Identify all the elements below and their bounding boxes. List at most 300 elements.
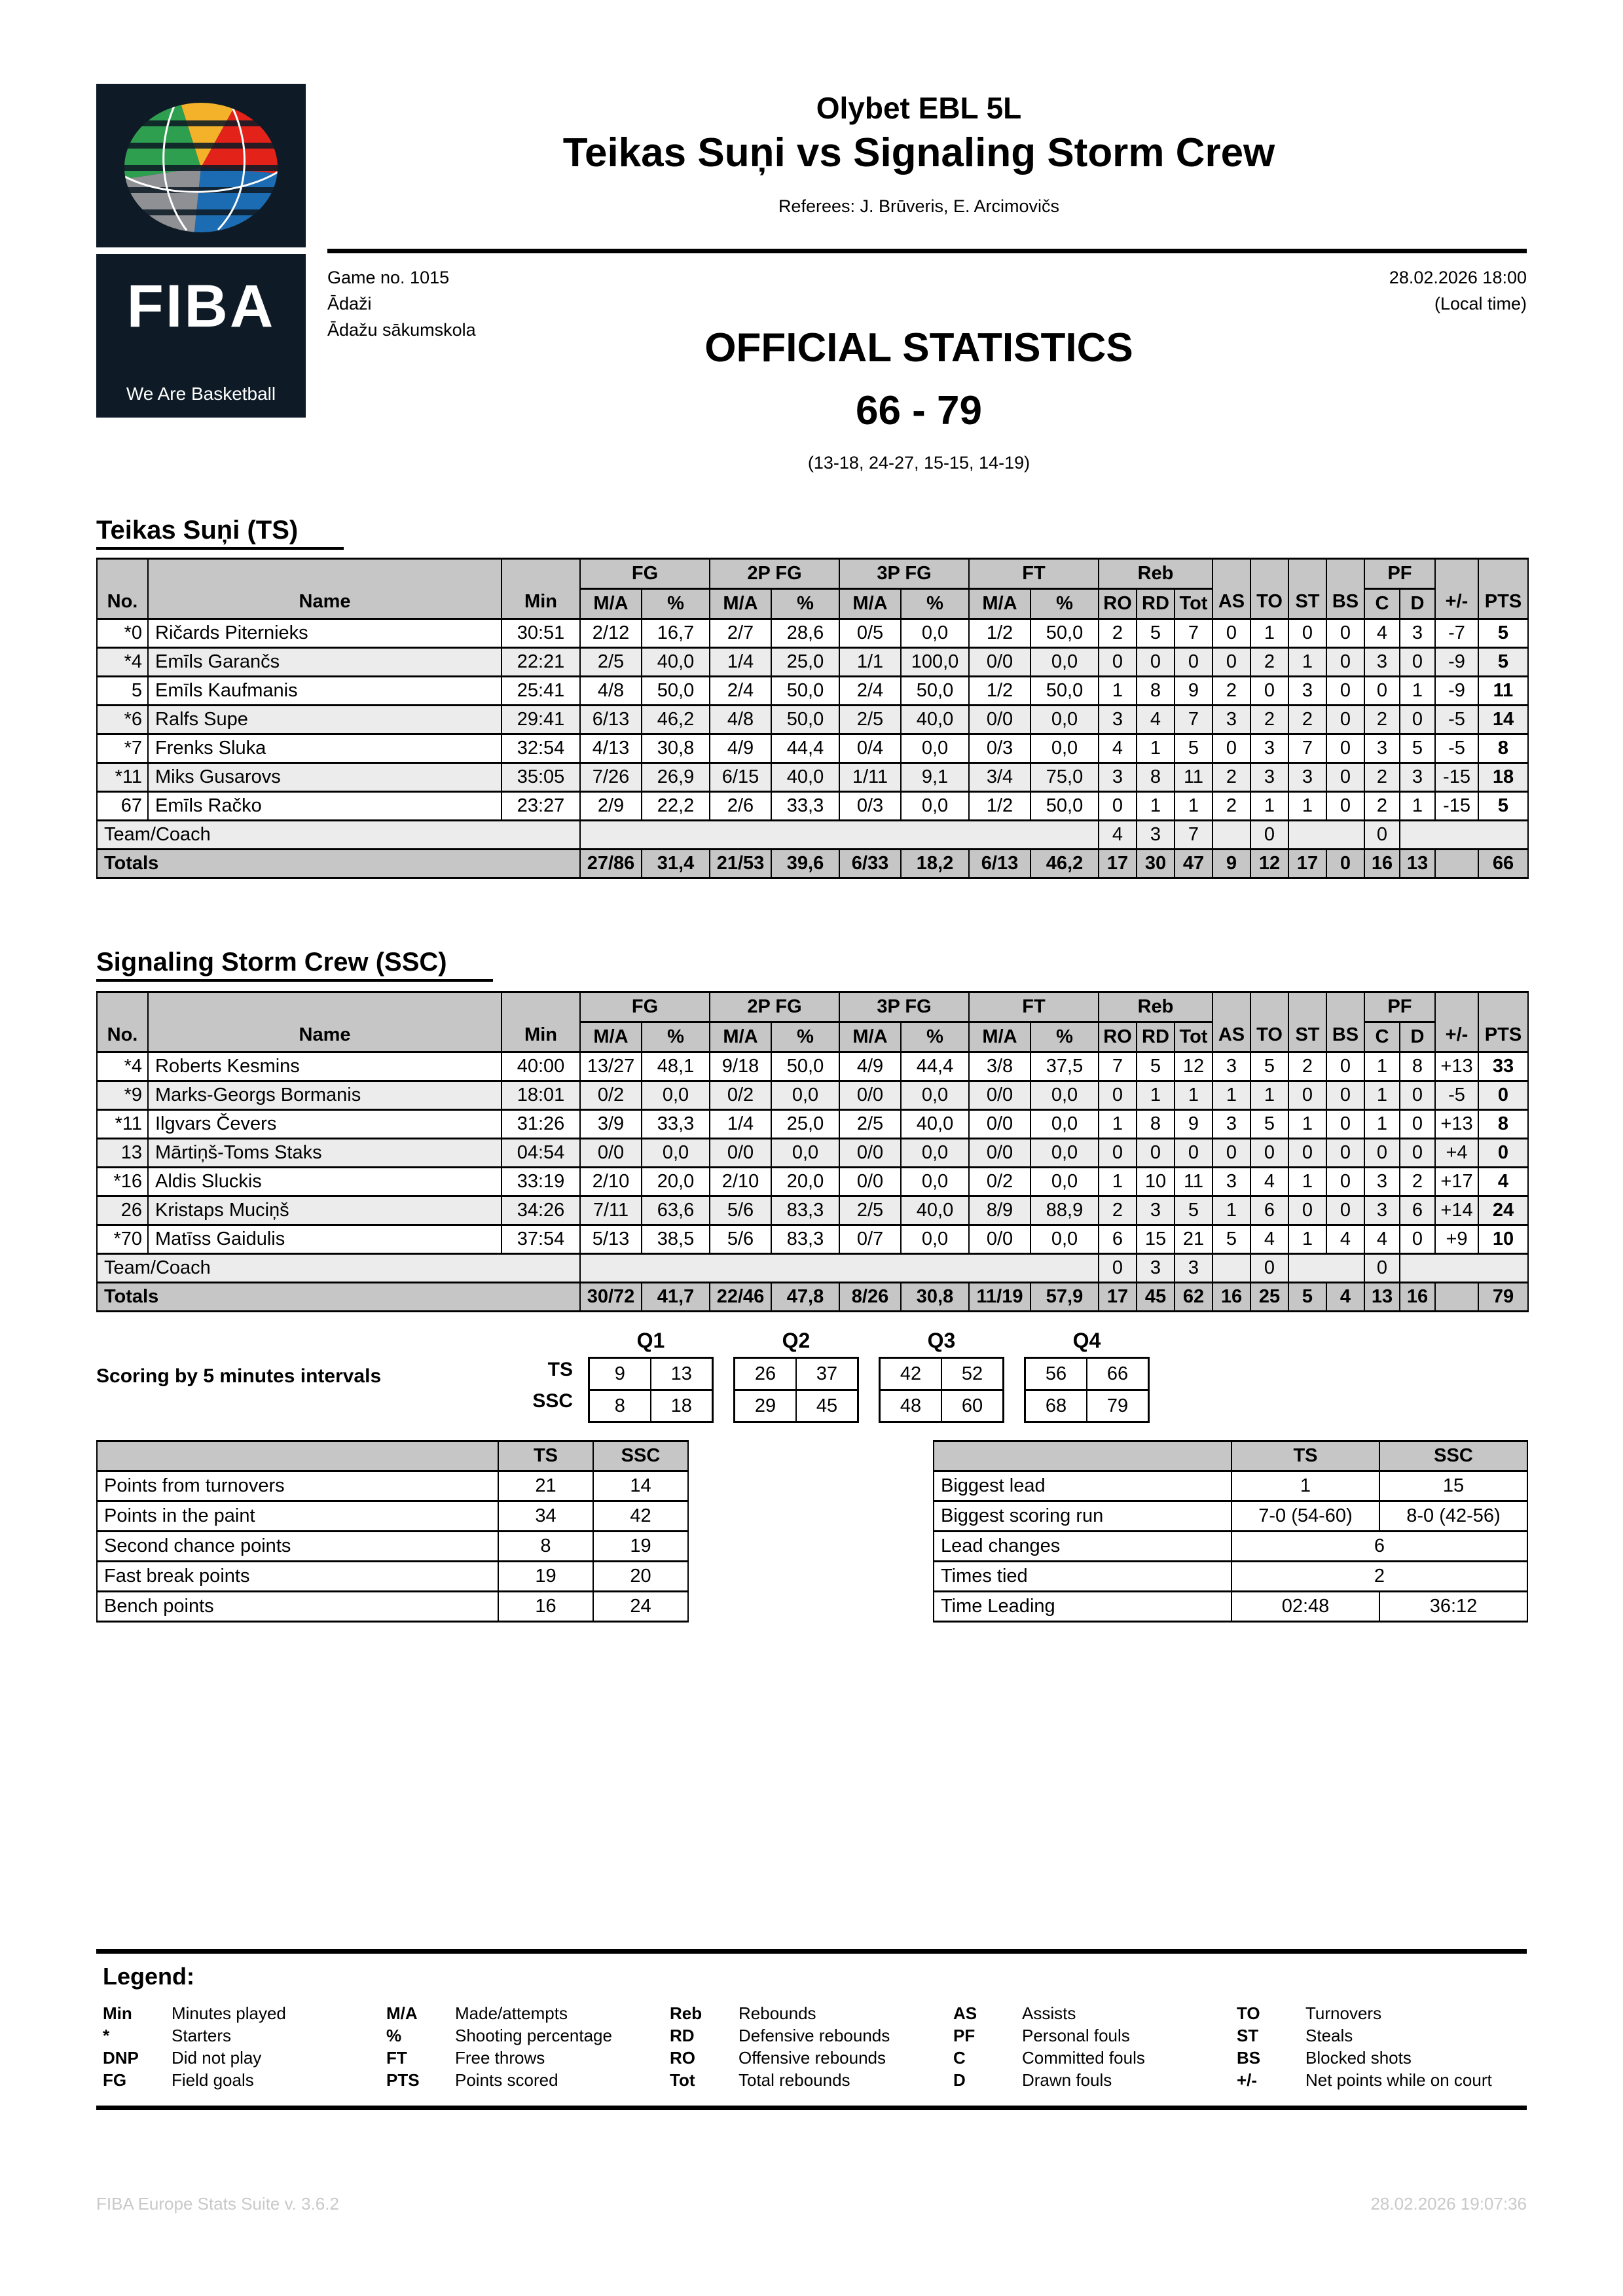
cell-bs: 0: [1326, 619, 1364, 648]
cell-fg_pct: 40,0: [642, 648, 710, 677]
cell-rd: 10: [1137, 1168, 1175, 1196]
cell-pts: 5: [1478, 648, 1528, 677]
cell-bs: 0: [1326, 1196, 1364, 1225]
cell-name: Kristaps Muciņš: [148, 1196, 501, 1225]
cell-p3_pct: 44,4: [901, 1052, 969, 1081]
cell-p3_ma: 2/4: [839, 677, 901, 706]
legend-item: [670, 2047, 953, 2069]
cell-pm: [1435, 850, 1478, 878]
cell-pm: -9: [1435, 648, 1478, 677]
quarter-block: [1024, 1329, 1150, 1423]
cell-st: 3: [1288, 677, 1326, 706]
blank-cell: [580, 821, 1099, 850]
cell-ft_pct: 46,2: [1030, 850, 1099, 878]
cell-p2_pct: 20,0: [771, 1168, 839, 1196]
cell-p2_pct: 83,3: [771, 1225, 839, 1254]
legend-desc: Net points while on court: [1305, 2070, 1492, 2090]
cell-ft_ma: 0/0: [969, 1081, 1030, 1110]
cell-fg_ma: 3/9: [580, 1110, 642, 1139]
interval-cell: 8: [589, 1390, 651, 1422]
cell-name: Emīls Račko: [148, 792, 501, 821]
cell-fg_pct: 33,3: [642, 1110, 710, 1139]
legend-abbr: RO: [670, 2048, 695, 2068]
col-c: C: [1364, 1022, 1400, 1052]
cell-as: 2: [1213, 677, 1250, 706]
cell-ro: 0: [1099, 648, 1137, 677]
cell-tot: 5: [1175, 1196, 1213, 1225]
cell-st: 1: [1288, 648, 1326, 677]
cell-p3_pct: 40,0: [901, 706, 969, 734]
cell-fg_ma: 2/5: [580, 648, 642, 677]
legend-abbr: C: [953, 2048, 966, 2068]
player-row: [97, 734, 1528, 763]
stat-ssc-value: 24: [593, 1592, 688, 1622]
cell-rd: 45: [1137, 1283, 1175, 1312]
col-as: AS: [1213, 559, 1250, 619]
cell-as: 3: [1213, 1110, 1250, 1139]
cell-d: 0: [1400, 1110, 1435, 1139]
legend-column: [1237, 2002, 1520, 2091]
cell-bs: 0: [1326, 763, 1364, 792]
cell-ro: 0: [1099, 1139, 1137, 1168]
cell-d: 6: [1400, 1196, 1435, 1225]
legend-desc: Turnovers: [1305, 2003, 1382, 2023]
cell-bs: 0: [1326, 1110, 1364, 1139]
cell-p3_ma: 0/0: [839, 1168, 901, 1196]
cell-tot: 7: [1175, 821, 1213, 850]
cell-fg_ma: 30/72: [580, 1283, 642, 1312]
basketball-icon: [96, 84, 306, 247]
cell-pm: +9: [1435, 1225, 1478, 1254]
player-row: [97, 792, 1528, 821]
legend-abbr: D: [953, 2070, 966, 2090]
legend-abbr: FT: [386, 2048, 407, 2068]
cell-tot: 3: [1175, 1254, 1213, 1283]
team-coach-row: [97, 1254, 1528, 1283]
stat-ssc-value: 20: [593, 1562, 688, 1592]
cell-c: 2: [1364, 763, 1400, 792]
cell-p3_ma: 0/4: [839, 734, 901, 763]
legend-abbr: BS: [1237, 2048, 1261, 2068]
interval-row: [589, 1390, 713, 1422]
cell-p2_pct: 50,0: [771, 1052, 839, 1081]
interval-cell: 79: [1087, 1390, 1149, 1422]
cell-d: 0: [1400, 1225, 1435, 1254]
cell-min: 23:27: [501, 792, 580, 821]
stats-header-ts: TS: [498, 1441, 593, 1471]
cell-to: 0: [1250, 1139, 1288, 1168]
legend-abbr: M/A: [386, 2003, 418, 2023]
stat-label: Points from turnovers: [97, 1471, 498, 1501]
legend-item: [386, 2069, 670, 2091]
cell-p3_pct: 30,8: [901, 1283, 969, 1312]
col-st: ST: [1288, 559, 1326, 619]
flow-header-ssc: SSC: [1379, 1441, 1527, 1471]
legend-desc: Field goals: [172, 2070, 254, 2090]
cell-as: 3: [1213, 1168, 1250, 1196]
cell-fg_pct: 63,6: [642, 1196, 710, 1225]
cell-bs: 0: [1326, 706, 1364, 734]
team1-title: Teikas Suņi (TS): [96, 516, 344, 550]
cell-tot: 9: [1175, 677, 1213, 706]
col-tot: Tot: [1175, 589, 1213, 619]
cell-min: 33:19: [501, 1168, 580, 1196]
cell-p3_ma: 0/7: [839, 1225, 901, 1254]
cell-no: *11: [97, 763, 148, 792]
cell-ro: 17: [1099, 1283, 1137, 1312]
col-d: D: [1400, 589, 1435, 619]
legend-desc: Starters: [172, 2026, 232, 2045]
cell-min: 30:51: [501, 619, 580, 648]
cell-st: 5: [1288, 1283, 1326, 1312]
cell-d: 1: [1400, 677, 1435, 706]
cell-p3_ma: 8/26: [839, 1283, 901, 1312]
table-header: [97, 992, 1528, 1052]
page-footer: [96, 2194, 1527, 2214]
cell-min: 32:54: [501, 734, 580, 763]
player-row: [97, 1225, 1528, 1254]
cell-rd: 30: [1137, 850, 1175, 878]
league-name: Olybet EBL 5L: [816, 91, 1022, 125]
interval-cell: 26: [735, 1358, 797, 1390]
cell-d: 0: [1400, 1081, 1435, 1110]
cell-bs: 0: [1326, 648, 1364, 677]
cell-c: 0: [1364, 677, 1400, 706]
col-name: Name: [148, 559, 501, 619]
cell-bs: 0: [1326, 850, 1364, 878]
stats-title: OFFICIAL STATISTICS: [704, 325, 1133, 370]
cell-no: 67: [97, 792, 148, 821]
cell-p2_ma: 2/4: [710, 677, 771, 706]
cell-d: 3: [1400, 763, 1435, 792]
cell-as: 0: [1213, 619, 1250, 648]
cell-pts: 33: [1478, 1052, 1528, 1081]
intervals-label: Scoring by 5 minutes intervals: [96, 1365, 382, 1387]
cell-c: 3: [1364, 1196, 1400, 1225]
cell-min: 37:54: [501, 1225, 580, 1254]
legend-desc: Rebounds: [739, 2003, 816, 2023]
cell-fg_ma: 2/10: [580, 1168, 642, 1196]
quarter-label: Q1: [636, 1329, 665, 1352]
cell-c: 13: [1364, 1283, 1400, 1312]
cell-fg_pct: 26,9: [642, 763, 710, 792]
cell-tot: 62: [1175, 1283, 1213, 1312]
stat-ts-value: 21: [498, 1471, 593, 1501]
cell-fg_ma: 6/13: [580, 706, 642, 734]
legend-column: [386, 2002, 670, 2091]
cell-fg_ma: 2/12: [580, 619, 642, 648]
cell-p3_pct: 0,0: [901, 1139, 969, 1168]
cell-rd: 3: [1137, 1254, 1175, 1283]
cell-p3_pct: 0,0: [901, 734, 969, 763]
legend-abbr: ST: [1237, 2026, 1259, 2045]
cell-ft_ma: 1/2: [969, 677, 1030, 706]
cell-c: 0: [1364, 1139, 1400, 1168]
cell-ft_ma: 0/0: [969, 706, 1030, 734]
legend-desc: Committed fouls: [1022, 2048, 1145, 2068]
cell-p2_pct: 40,0: [771, 763, 839, 792]
legend-item: [1237, 2047, 1520, 2069]
team2-stats-table: [96, 991, 1529, 1312]
cell-ft_ma: 0/3: [969, 734, 1030, 763]
legend-desc: Steals: [1305, 2026, 1353, 2045]
legend-item: [386, 2024, 670, 2047]
cell-name: Emīls Kaufmanis: [148, 677, 501, 706]
cell-name: Mārtiņš-Toms Staks: [148, 1139, 501, 1168]
cell-bs: 0: [1326, 1081, 1364, 1110]
game-stats-row: [97, 1532, 688, 1562]
cell-p2_ma: 2/7: [710, 619, 771, 648]
cell-c: 2: [1364, 792, 1400, 821]
cell-ft_pct: 50,0: [1030, 792, 1099, 821]
cell-as: 3: [1213, 1052, 1250, 1081]
totals-label: Totals: [97, 1283, 580, 1312]
legend-desc: Assists: [1022, 2003, 1076, 2023]
cell-ft_pct: 75,0: [1030, 763, 1099, 792]
blank-cell: [580, 1254, 1099, 1283]
col-plusminus: +/-: [1435, 559, 1478, 619]
quarter-block: [879, 1329, 1004, 1423]
cell-rd: 8: [1137, 677, 1175, 706]
cell-ft_pct: 37,5: [1030, 1052, 1099, 1081]
game-stats-row: [97, 1592, 688, 1622]
cell-p3_ma: 2/5: [839, 706, 901, 734]
cell-rd: 8: [1137, 1110, 1175, 1139]
legend-desc: Made/attempts: [455, 2003, 568, 2023]
cell-p2_pct: 0,0: [771, 1081, 839, 1110]
cell-ro: 6: [1099, 1225, 1137, 1254]
cell-pm: +4: [1435, 1139, 1478, 1168]
cell-d: 3: [1400, 619, 1435, 648]
cell-ft_pct: 57,9: [1030, 1283, 1099, 1312]
cell-tot: 11: [1175, 1168, 1213, 1196]
game-number: Game no. 1015: [327, 268, 450, 287]
col-name: Name: [148, 992, 501, 1052]
cell-pts: 0: [1478, 1139, 1528, 1168]
col-no: No.: [97, 559, 148, 619]
stat-ts-value: 16: [498, 1592, 593, 1622]
cell-fg_pct: 0,0: [642, 1081, 710, 1110]
cell-p2_pct: 28,6: [771, 619, 839, 648]
cell-st: 17: [1288, 850, 1326, 878]
game-flow-rows: [934, 1471, 1527, 1622]
legend-abbr: *: [103, 2026, 110, 2045]
cell-no: *11: [97, 1110, 148, 1139]
intervals-grids: [588, 1329, 1150, 1423]
cell-p2_ma: 2/6: [710, 792, 771, 821]
cell-p2_pct: 44,4: [771, 734, 839, 763]
team1-rows: [97, 619, 1528, 878]
quarter-label: Q4: [1072, 1329, 1101, 1352]
cell-fg_pct: 20,0: [642, 1168, 710, 1196]
cell-to: 0: [1250, 677, 1288, 706]
referees-line: Referees: J. Brūveris, E. Arcimovičs: [778, 196, 1060, 216]
legend-columns: [103, 2002, 1520, 2091]
cell-rd: 1: [1137, 792, 1175, 821]
legend-column: [103, 2002, 386, 2091]
cell-ro: 2: [1099, 619, 1137, 648]
cell-p3_pct: 0,0: [901, 1168, 969, 1196]
cell-ro: 1: [1099, 677, 1137, 706]
legend-item: [103, 2047, 386, 2069]
cell-p2_pct: 50,0: [771, 677, 839, 706]
col-pf: PF: [1364, 992, 1435, 1022]
game-stats-row: [97, 1501, 688, 1532]
cell-name: Ilgvars Čevers: [148, 1110, 501, 1139]
legend-abbr: FG: [103, 2070, 127, 2090]
cell-p3_pct: 50,0: [901, 677, 969, 706]
cell-tot: 5: [1175, 734, 1213, 763]
legend-item: [103, 2024, 386, 2047]
player-row: [97, 1052, 1528, 1081]
legend-item: [103, 2002, 386, 2024]
team-coach-label: Team/Coach: [97, 1254, 580, 1283]
cell-as: 1: [1213, 1081, 1250, 1110]
cell-rd: 4: [1137, 706, 1175, 734]
fiba-tagline: We Are Basketball: [126, 384, 276, 404]
cell-ft_ma: 6/13: [969, 850, 1030, 878]
cell-ft_ma: 1/2: [969, 619, 1030, 648]
cell-pm: -9: [1435, 677, 1478, 706]
cell-to: 4: [1250, 1225, 1288, 1254]
col-3pfg: 3P FG: [839, 559, 969, 589]
cell-pts: 79: [1478, 1283, 1528, 1312]
cell-bs: 0: [1326, 1168, 1364, 1196]
cell-p3_ma: 6/33: [839, 850, 901, 878]
flow-ts-value: 02:48: [1231, 1592, 1379, 1622]
cell-ft_ma: 11/19: [969, 1283, 1030, 1312]
col-fg-ma: M/A: [580, 1022, 642, 1052]
cell-fg_ma: 5/13: [580, 1225, 642, 1254]
cell-p3_ma: 2/5: [839, 1110, 901, 1139]
cell-fg_pct: 46,2: [642, 706, 710, 734]
match-title: Teikas Suņi vs Signaling Storm Crew: [562, 130, 1275, 175]
col-ft-ma: M/A: [969, 1022, 1030, 1052]
flow-header-ts: TS: [1231, 1441, 1379, 1471]
cell-ft_pct: 88,9: [1030, 1196, 1099, 1225]
stat-ts-value: 8: [498, 1532, 593, 1562]
cell-p2_ma: 21/53: [710, 850, 771, 878]
totals-row: [97, 1283, 1528, 1312]
stats-header-ssc: SSC: [593, 1441, 688, 1471]
cell-p2_pct: 25,0: [771, 648, 839, 677]
cell-ft_ma: 0/0: [969, 648, 1030, 677]
flow-merged-value: 2: [1231, 1562, 1527, 1592]
cell-c: 3: [1364, 648, 1400, 677]
cell-as: 0: [1213, 1139, 1250, 1168]
cell-no: *6: [97, 706, 148, 734]
cell-name: Ričards Piternieks: [148, 619, 501, 648]
interval-row: [1025, 1390, 1149, 1422]
blank-cell: [1288, 821, 1364, 850]
cell-st: 2: [1288, 1052, 1326, 1081]
cell-tot: 12: [1175, 1052, 1213, 1081]
interval-cell: 48: [880, 1390, 942, 1422]
cell-ft_ma: 0/0: [969, 1110, 1030, 1139]
cell-ft_pct: 50,0: [1030, 619, 1099, 648]
cell-name: Roberts Kesmins: [148, 1052, 501, 1081]
interval-cell: 18: [651, 1390, 713, 1422]
col-rd: RD: [1137, 589, 1175, 619]
col-2p-pct: %: [771, 1022, 839, 1052]
cell-p3_ma: 2/5: [839, 1196, 901, 1225]
legend-desc: Shooting percentage: [455, 2026, 612, 2045]
col-pts: PTS: [1478, 559, 1528, 619]
cell-st: 1: [1288, 1110, 1326, 1139]
game-datetime: 28.02.2026 18:00: [1389, 268, 1527, 287]
legend-item: [1237, 2002, 1520, 2024]
player-row: [97, 648, 1528, 677]
col-ft-ma: M/A: [969, 589, 1030, 619]
cell-st: 2: [1288, 706, 1326, 734]
cell-to: 1: [1250, 619, 1288, 648]
cell-fg_pct: 22,2: [642, 792, 710, 821]
col-2p-ma: M/A: [710, 1022, 771, 1052]
cell-ro: 0: [1099, 1081, 1137, 1110]
cell-p3_pct: 0,0: [901, 792, 969, 821]
cell-ro: 4: [1099, 821, 1137, 850]
stat-ts-value: 34: [498, 1501, 593, 1532]
cell-as: 1: [1213, 1196, 1250, 1225]
flow-blank-header: [934, 1441, 1231, 1471]
cell-pm: +14: [1435, 1196, 1478, 1225]
col-to: TO: [1250, 992, 1288, 1052]
cell-to: 5: [1250, 1052, 1288, 1081]
cell-ro: 17: [1099, 850, 1137, 878]
cell-ft_pct: 0,0: [1030, 648, 1099, 677]
legend-desc: Personal fouls: [1022, 2026, 1130, 2045]
legend-column: [953, 2002, 1237, 2091]
legend-item: [386, 2002, 670, 2024]
game-stats-rows: [97, 1471, 688, 1622]
cell-p3_pct: 0,0: [901, 619, 969, 648]
col-as: AS: [1213, 992, 1250, 1052]
cell-as: 3: [1213, 706, 1250, 734]
flow-label: Lead changes: [934, 1532, 1231, 1562]
team1-stats-table: [96, 558, 1529, 879]
cell-p3_pct: 0,0: [901, 1225, 969, 1254]
cell-as: 9: [1213, 850, 1250, 878]
cell-no: *7: [97, 734, 148, 763]
team2-rows: [97, 1052, 1528, 1312]
cell-as: 0: [1213, 734, 1250, 763]
col-ft: FT: [969, 559, 1099, 589]
cell-pts: 0: [1478, 1081, 1528, 1110]
legend-desc: Minutes played: [172, 2003, 286, 2023]
cell-pts: 10: [1478, 1225, 1528, 1254]
cell-p2_pct: 25,0: [771, 1110, 839, 1139]
cell-to: 3: [1250, 763, 1288, 792]
legend-abbr: RD: [670, 2026, 695, 2045]
col-fg-ma: M/A: [580, 589, 642, 619]
legend-abbr: TO: [1237, 2003, 1260, 2023]
cell-name: Emīls Garančs: [148, 648, 501, 677]
cell-ft_pct: 50,0: [1030, 677, 1099, 706]
cell-rd: 8: [1137, 763, 1175, 792]
cell-d: 0: [1400, 706, 1435, 734]
cell-pts: 8: [1478, 734, 1528, 763]
cell-as: 5: [1213, 1225, 1250, 1254]
cell-fg_ma: 7/11: [580, 1196, 642, 1225]
legend-abbr: +/-: [1237, 2070, 1258, 2090]
cell-fg_ma: 0/2: [580, 1081, 642, 1110]
cell-ro: 3: [1099, 763, 1137, 792]
cell-ro: 0: [1099, 1254, 1137, 1283]
cell-pm: +13: [1435, 1110, 1478, 1139]
cell-ft_pct: 0,0: [1030, 1110, 1099, 1139]
cell-pm: -5: [1435, 1081, 1478, 1110]
col-3p-pct: %: [901, 1022, 969, 1052]
